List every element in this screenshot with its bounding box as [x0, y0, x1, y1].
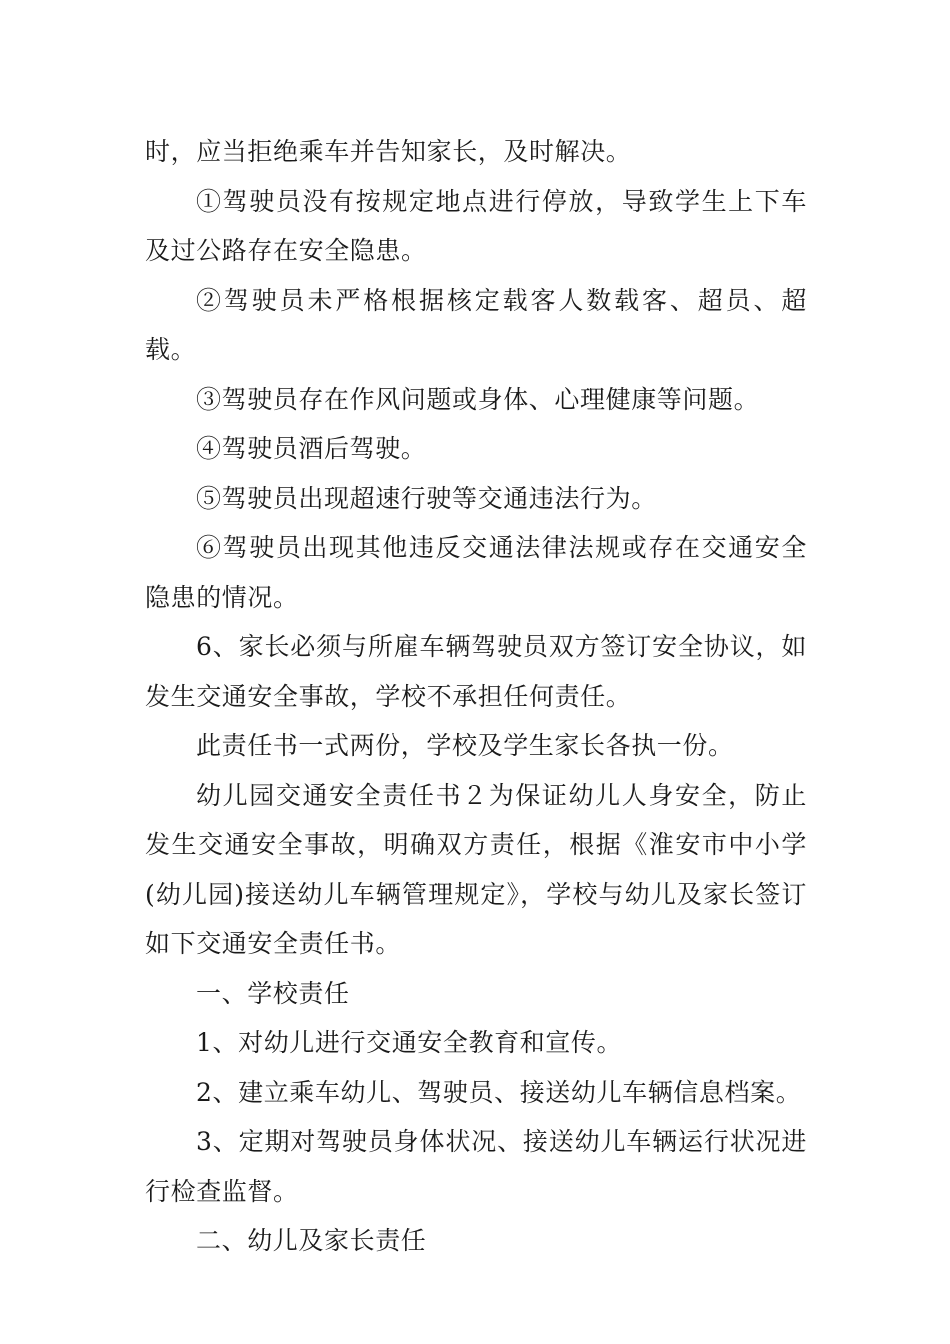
paragraph-14: 3、定期对驾驶员身体状况、接送幼儿车辆运行状况进行检查监督。 — [145, 1127, 807, 1206]
paragraph-2: ①驾驶员没有按规定地点进行停放，导致学生上下车及过公路存在安全隐患。 — [145, 186, 807, 265]
paragraph-13: 2、建立乘车幼儿、驾驶员、接送幼儿车辆信息档案。 — [196, 1077, 802, 1107]
paragraph-7: ⑥驾驶员出现其他违反交通法律法规或存在交通安全隐患的情况。 — [145, 533, 807, 612]
paragraph-6: ⑤驾驶员出现超速行驶等交通违法行为。 — [196, 483, 657, 513]
paragraph-3: ②驾驶员未严格根据核定载客人数载客、超员、超载。 — [145, 285, 807, 364]
paragraph-1: 时，应当拒绝乘车并告知家长，及时解决。 — [145, 137, 632, 166]
paragraph-10: 幼儿园交通安全责任书２为保证幼儿人身安全，防止发生交通安全事故，明确双方责任，根据《淮安市中小学(幼儿园)接送幼儿车辆管理规定》，学校与幼儿及家长签订如下交通安全责任书。 — [145, 780, 807, 958]
section-heading-school: 一、学校责任 — [196, 978, 350, 1008]
section-heading-parents: 二、幼儿及家长责任 — [196, 1226, 427, 1255]
paragraph-12: 1、对幼儿进行交通安全教育和宣传。 — [196, 1028, 623, 1057]
paragraph-5: ④驾驶员酒后驾驶。 — [196, 434, 427, 463]
paragraph-8: 6、家长必须与所雇车辆驾驶员双方签订安全协议，如发生交通安全事故，学校不承担任何责任。 — [145, 632, 807, 711]
paragraph-9: 此责任书一式两份，学校及学生家长各执一份。 — [196, 731, 734, 760]
paragraph-4: ③驾驶员存在作风问题或身体、心理健康等问题。 — [196, 384, 760, 414]
document-body — [145, 127, 807, 1266]
